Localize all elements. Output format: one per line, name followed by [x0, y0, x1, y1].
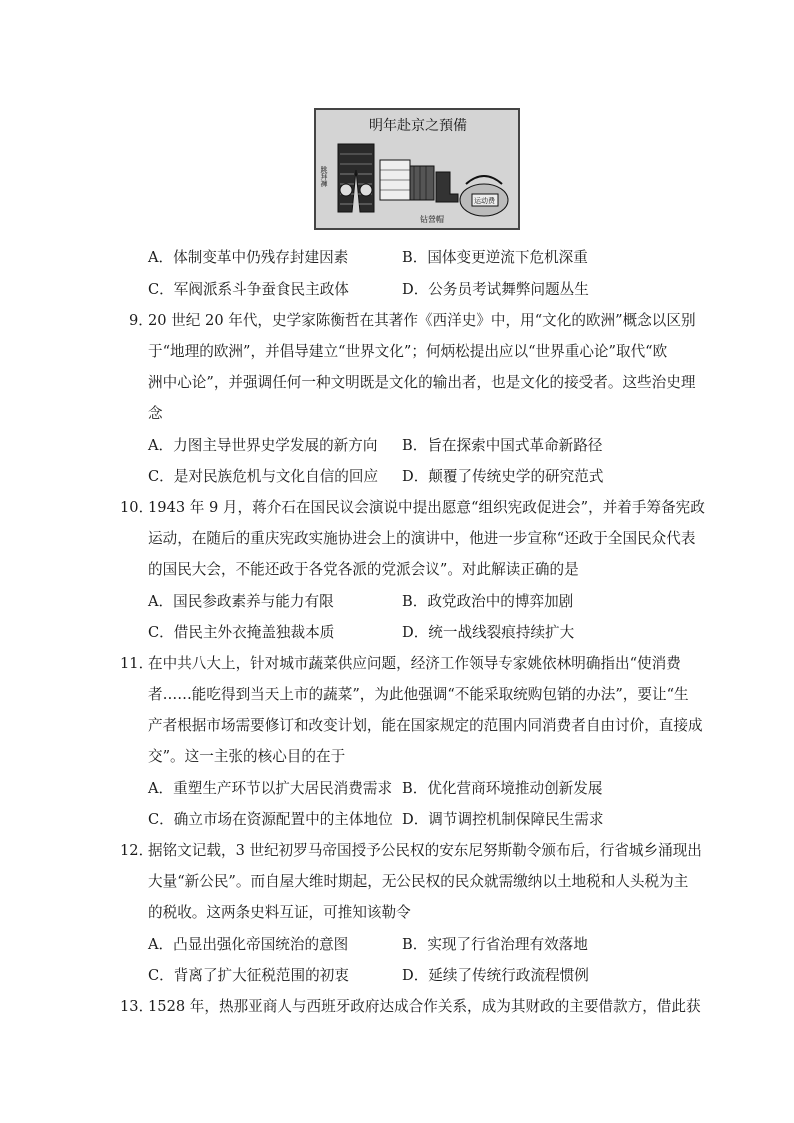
q9-line-4: 念 [148, 405, 163, 422]
q12-line-2: 大量“新公民”。而自屋大维时期起，无公民权的民众就需缴纳以土地税和人头税为主 [148, 873, 689, 890]
q8-option-c: C．军阀派系斗争蚕食民主政体 [148, 281, 349, 298]
q11-line-3: 产者根据市场需要修订和改变计划，能在国家规定的范围内同消费者自由讨价，直接成 [148, 717, 703, 734]
q11-line-2: 者……能吃得到当天上市的蔬菜”，为此他强调“不能采取统购包销的办法”，要让“生 [148, 686, 689, 703]
q10-line-2: 运动，在随后的重庆宪政实施协进会上的演讲中，他进一步宣称“还政于全国民众代表 [148, 530, 696, 547]
q12-line-3: 的税收。这两条史料互证，可推知该勒令 [148, 904, 411, 921]
q9-line-1: 20 世纪 20 年代，史学家陈衡哲在其著作《西洋史》中，用“文化的欧洲”概念以区别 [148, 312, 696, 329]
q9-option-c: C．是对民族危机与文化自信的回应 [148, 468, 379, 485]
pants-label: 跳拜褲 [320, 166, 328, 187]
q12-option-b: B．实现了行省治理有效落地 [402, 936, 588, 953]
q11-number: 11． [120, 655, 154, 672]
q10-line-1: 1943 年 9 月，蒋介石在国民议会演说中提出愿意“组织宪政促进会”，并着手筹备宪政 [148, 499, 705, 516]
q11-option-b: B．优化营商环境推动创新发展 [402, 780, 603, 797]
q13-number: 13． [120, 998, 154, 1015]
q9-line-2: 于“地理的欧洲”，并倡导建立“世界文化”；何炳松提出应以“世界重心论”取代“欧 [148, 343, 668, 360]
q10-option-b: B．政党政治中的博弈加剧 [402, 593, 574, 610]
q11-line-4: 交”。这一主张的核心目的在于 [148, 748, 346, 765]
books-drawing [380, 160, 434, 200]
figure-title: 明年赴京之預備 [369, 118, 467, 134]
q10-option-c: C．借民主外衣掩盖独裁本质 [148, 624, 335, 641]
q12-number: 12． [120, 842, 154, 859]
q11-option-d: D．调节调控机制保障民生需求 [402, 811, 604, 828]
hat-label: 钻營帽 [420, 215, 444, 224]
q9-number: 9． [129, 312, 153, 329]
q11-line-1: 在中共八大上，针对城市蔬菜供应问题，经济工作领导专家姚依林明确指出“使消费 [148, 655, 681, 672]
q11-option-c: C．确立市场在资源配置中的主体地位 [148, 811, 393, 828]
q11-option-a: A．重塑生产环节以扩大居民消费需求 [148, 780, 393, 797]
q10-option-a: A．国民参政素养与能力有限 [148, 593, 334, 610]
q12-option-a: A．凸显出强化帝国统治的意图 [148, 936, 349, 953]
bag-label: 运动费 [474, 197, 495, 205]
q10-option-d: D．统一战线裂痕持续扩大 [402, 624, 575, 641]
q12-line-1: 据铭文记载，3 世纪初罗马帝国授予公民权的安东尼努斯勒令颁布后，行省城乡涌现出 [148, 842, 702, 859]
q9-option-d: D．颠覆了传统史学的研究范式 [402, 468, 604, 485]
q9-option-a: A．力图主导世界史学发展的新方向 [148, 437, 378, 454]
q10-line-3: 的国民大会，不能还政于各党各派的党派会议”。对此解读正确的是 [148, 561, 579, 578]
q12-option-d: D．延续了传统行政流程惯例 [402, 967, 589, 984]
q10-number: 10． [120, 499, 154, 516]
q8-option-b: B．国体变更逆流下危机深重 [402, 249, 588, 266]
q8-option-a: A．体制变革中仍残存封建因素 [148, 249, 349, 266]
cartoon-figure [314, 108, 520, 230]
q9-option-b: B．旨在探索中国式革命新路径 [402, 437, 603, 454]
q9-line-3: 洲中心论”，并强调任何一种文明既是文化的输出者，也是文化的接受者。这些治史理 [148, 374, 696, 391]
q8-option-d: D．公务员考试舞弊问题丛生 [402, 281, 589, 298]
q12-option-c: C．背离了扩大征税范围的初衷 [148, 967, 349, 984]
q13-line-1: 1528 年，热那亚商人与西班牙政府达成合作关系，成为其财政的主要借款方，借此获 [148, 998, 701, 1015]
